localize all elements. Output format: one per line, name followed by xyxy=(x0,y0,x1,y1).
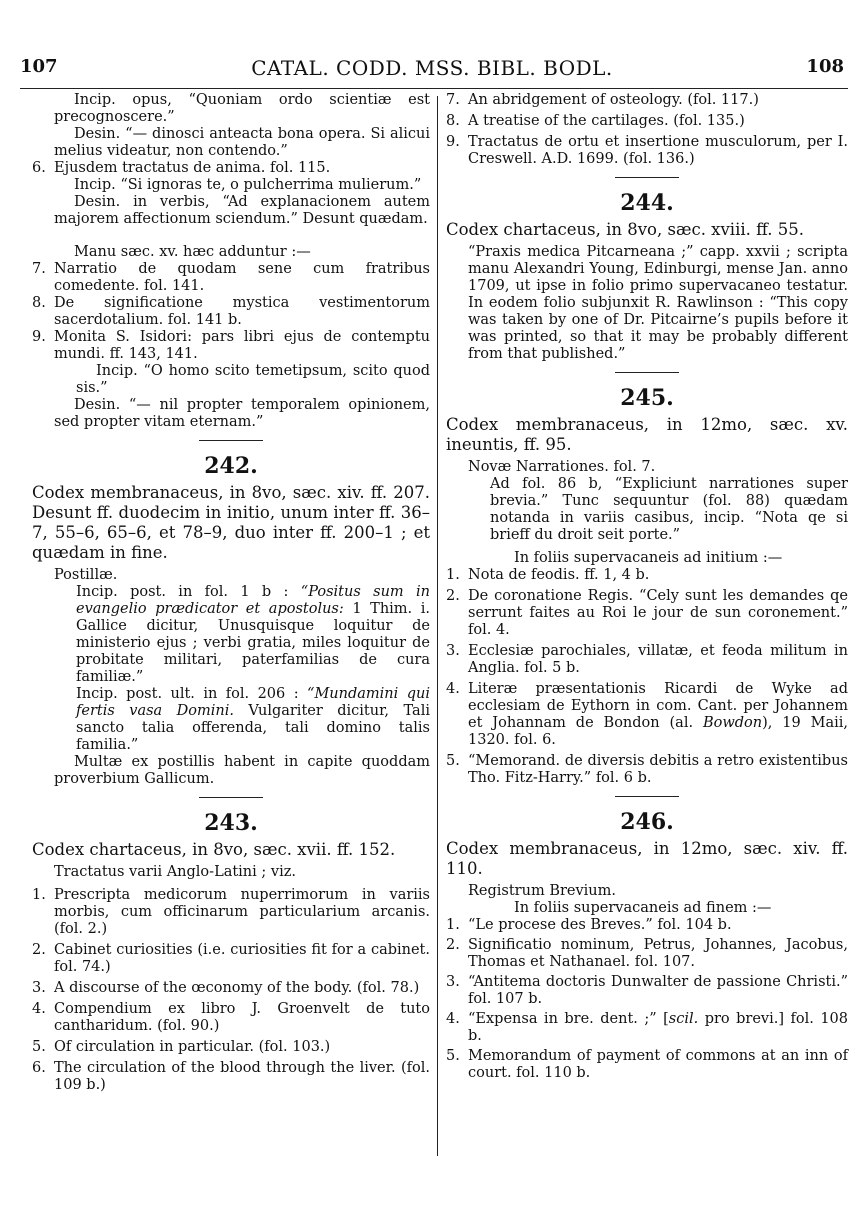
incipit-text: Incip. opus, “Quoniam ordo scientiæ est precognoscere.” xyxy=(54,92,430,125)
list-item xyxy=(446,1011,848,1045)
codex-title: Novæ Narrationes. fol. 7. xyxy=(468,459,656,475)
list-item xyxy=(32,942,430,976)
incipit-text: Incip. “O homo scito temetipsum, scito quod sis.” xyxy=(76,363,430,396)
item-text: “Antitema doctoris Dunwalter de passione Christi.” fol. 107 b. xyxy=(468,974,848,1007)
codex-number: 242. xyxy=(204,453,258,479)
incipit-text: Incip. “Si ignoras te, o pulcherrima mulierum.” xyxy=(74,177,422,193)
codex-description: Codex membranaceus, in 12mo, sæc. xiv. ff. 110. xyxy=(446,839,848,878)
item-text xyxy=(468,1011,848,1044)
list-item xyxy=(32,295,430,329)
item-number: 4. xyxy=(446,681,460,697)
item-text: Nota de feodis. ff. 1, 4 b. xyxy=(468,567,650,583)
item-text: A discourse of the œconomy of the body. (fol. 78.) xyxy=(54,980,420,996)
item-number: 5. xyxy=(32,1039,46,1055)
codex-number: 244. xyxy=(620,190,674,216)
incipit-quote: “Mundamini qui fertis vasa Domini. xyxy=(76,686,430,719)
item-number: 6. xyxy=(32,160,46,176)
item-number: 2. xyxy=(446,937,460,953)
codex-number: 243. xyxy=(204,810,258,836)
item-text: Ecclesiæ parochiales, villatæ, et feoda militum in Anglia. fol. 5 b. xyxy=(468,643,848,676)
list-item xyxy=(32,980,430,997)
item-number: 9. xyxy=(32,329,46,345)
item-number: 4. xyxy=(446,1011,460,1027)
codex-description: Codex chartaceus, in 8vo, sæc. xviii. ff. 55. xyxy=(446,220,804,239)
item-text: Memorandum of payment of commons at an inn of court. fol. 110 b. xyxy=(468,1048,848,1081)
item-text: Ejusdem tractatus de anima. fol. 115. xyxy=(54,160,331,176)
list-item xyxy=(446,917,848,934)
codex-title: Postillæ. xyxy=(54,567,118,583)
list-item xyxy=(32,1039,430,1056)
item-text-italic: Bowdon xyxy=(702,715,763,731)
list-item xyxy=(446,643,848,677)
item-number: 7. xyxy=(32,261,46,277)
list-item xyxy=(32,261,430,295)
list-item xyxy=(446,134,848,168)
section-note: In foliis supervacaneis ad finem :— xyxy=(514,900,772,916)
list-item xyxy=(446,113,848,130)
note-text: Ad fol. 86 b, “Expliciunt narrationes super brevia.” Tunc sequuntur (fol. 88) quædam notanda in variis casibus, incip. “Nota qe si brieff du droit seit porte.” xyxy=(490,476,848,543)
codex-number: 245. xyxy=(620,385,674,411)
item-number: 9. xyxy=(446,134,460,150)
item-number: 2. xyxy=(446,588,460,604)
codex-number: 246. xyxy=(620,809,674,835)
codex-description: Codex chartaceus, in 8vo, sæc. xvii. ff. 152. xyxy=(32,840,396,859)
item-text: De coronatione Regis. “Cely sunt les demandes qe serrunt faites au Roi le jour de sun coronement.” fol. 4. xyxy=(468,588,848,638)
incipit-label: Incip. post. ult. in fol. 206 : xyxy=(76,686,308,702)
item-text xyxy=(468,681,848,748)
item-text: Monita S. Isidori: pars libri ejus de contemptu mundi. ff. 143, 141. xyxy=(54,329,430,362)
item-text-part: pro brevi.] fol. 108 b. xyxy=(468,1011,848,1044)
item-number: 1. xyxy=(446,917,460,933)
item-number: 3. xyxy=(32,980,46,996)
list-item xyxy=(32,329,430,363)
item-text-part: ), 19 Maii, 1320. fol. 6. xyxy=(468,715,849,748)
list-item xyxy=(446,937,848,971)
header-rule xyxy=(20,88,848,89)
list-item xyxy=(446,681,848,749)
item-text: “Memorand. de diversis debitis a retro existentibus Tho. Fitz-Harry.” fol. 6 b. xyxy=(468,753,848,786)
incipit-text xyxy=(32,584,430,686)
codex-description: Codex membranaceus, in 12mo, sæc. xv. ineuntis, ff. 95. xyxy=(446,415,848,454)
item-number: 2. xyxy=(32,942,46,958)
section-rule xyxy=(615,177,679,178)
list-item xyxy=(32,1060,430,1094)
running-head xyxy=(20,56,844,82)
desinit-text: Desin. in verbis, “Ad explanacionem autem majorem affectionum sciendum.” Desunt quædam. xyxy=(54,194,430,227)
item-text: Prescripta medicorum nuperrimorum in variis morbis, cum officinarum particularium arcanis. (fol. 2.) xyxy=(54,887,430,937)
section-rule xyxy=(615,796,679,797)
left-column xyxy=(32,92,430,1094)
desinit-text: Desin. “— nil propter temporalem opinionem, sed propter vitam eternam.” xyxy=(54,397,430,430)
item-number: 3. xyxy=(446,643,460,659)
item-number: 7. xyxy=(446,92,460,108)
list-item xyxy=(32,160,430,177)
list-item xyxy=(446,974,848,1008)
list-item xyxy=(32,887,430,938)
section-rule xyxy=(199,797,263,798)
codex-title: Tractatus varii Anglo-Latini ; viz. xyxy=(54,864,296,880)
item-text: “Le procese des Breves.” fol. 104 b. xyxy=(468,917,732,933)
item-text: An abridgement of osteology. (fol. 117.) xyxy=(468,92,759,108)
note-text: Multæ ex postillis habent in capite quoddam proverbium Gallicum. xyxy=(54,754,430,787)
item-number: 5. xyxy=(446,753,460,769)
incipit-label: Incip. post. in fol. 1 b : xyxy=(76,584,301,600)
item-text: Cabinet curiosities (i.e. curiosities fit for a cabinet. fol. 74.) xyxy=(54,942,430,975)
section-rule xyxy=(199,440,263,441)
section-note: In foliis supervacaneis ad initium :— xyxy=(514,550,783,566)
codex-contents: “Praxis medica Pitcarneana ;” capp. xxvii ; scripta manu Alexandri Young, Edinburgi, mense Jan. anno 1709, ut ipse in folio primo supervacaneo testatur. In eodem folio subjunxit R. Rawlinson : “This copy was taken by one of Dr. Pitcairne’s pupils before it was printed, so that it may be probably different from that published.” xyxy=(468,244,848,362)
list-item xyxy=(446,588,848,639)
incipit-text xyxy=(32,686,430,754)
list-item xyxy=(446,92,848,109)
item-number: 6. xyxy=(32,1060,46,1076)
page-number-right: 108 xyxy=(806,56,844,77)
item-number: 8. xyxy=(446,113,460,129)
item-number: 4. xyxy=(32,1001,46,1017)
codex-title: Registrum Brevium. xyxy=(468,883,617,899)
section-rule xyxy=(615,372,679,373)
item-text: Significatio nominum, Petrus, Johannes, Jacobus, Thomas et Nathanael. fol. 107. xyxy=(468,937,848,970)
list-item xyxy=(446,1048,848,1082)
column-divider xyxy=(437,96,438,1156)
right-column xyxy=(446,92,848,1082)
item-number: 8. xyxy=(32,295,46,311)
item-number: 3. xyxy=(446,974,460,990)
list-item xyxy=(446,753,848,787)
item-text-italic: scil. xyxy=(668,1011,699,1027)
item-number: 1. xyxy=(32,887,46,903)
incipit-rest: 1 Thim. i. Gallice dicitur, Unusquisque loquitur de ministerio ejus ; verbi gratia, miles loquitur de probitate militari, paterfamilias de cura familiæ.” xyxy=(76,601,430,685)
incipit-rest: Vulgariter dicitur, Tali sancto talia offerenda, tali domino talis familia.” xyxy=(76,703,430,753)
list-item xyxy=(446,567,848,584)
item-number: 1. xyxy=(446,567,460,583)
list-item xyxy=(32,1001,430,1035)
section-note: Manu sæc. xv. hæc adduntur :— xyxy=(74,244,311,260)
incipit-quote: “Positus sum in evangelio prædicator et apostolus: xyxy=(76,584,430,617)
item-text: Tractatus de ortu et insertione musculorum, per I. Creswell. A.D. 1699. (fol. 136.) xyxy=(468,134,848,167)
codex-description: Codex membranaceus, in 8vo, sæc. xiv. ff. 207. Desunt ff. duodecim in initio, unum inter ff. 36–7, 55–6, 65–6, et 78–9, duo inter ff. 200–1 ; et quædam in fine. xyxy=(32,483,430,562)
desinit-text: Desin. “— dinosci anteacta bona opera. Si alicui melius videatur, non contendo.” xyxy=(54,126,430,159)
item-number: 5. xyxy=(446,1048,460,1064)
item-text: A treatise of the cartilages. (fol. 135.) xyxy=(468,113,745,129)
item-text-part: Literæ præsentationis Ricardi de Wyke ad ecclesiam de Eythorn in com. Cant. per Johannem et Johannam de Bondon (al. xyxy=(468,681,848,731)
item-text: Of circulation in particular. (fol. 103.) xyxy=(54,1039,331,1055)
item-text: Narratio de quodam sene cum fratribus comedente. fol. 141. xyxy=(54,261,430,294)
page-number-left: 107 xyxy=(20,56,58,77)
running-title: CATAL. CODD. MSS. BIBL. BODL. xyxy=(251,56,613,80)
item-text: The circulation of the blood through the liver. (fol. 109 b.) xyxy=(54,1060,430,1093)
item-text-part: “Expensa in bre. dent. ;” [ xyxy=(468,1011,669,1027)
item-text: De significatione mystica vestimentorum sacerdotalium. fol. 141 b. xyxy=(54,295,430,328)
item-text: Compendium ex libro J. Groenvelt de tuto cantharidum. (fol. 90.) xyxy=(54,1001,430,1034)
